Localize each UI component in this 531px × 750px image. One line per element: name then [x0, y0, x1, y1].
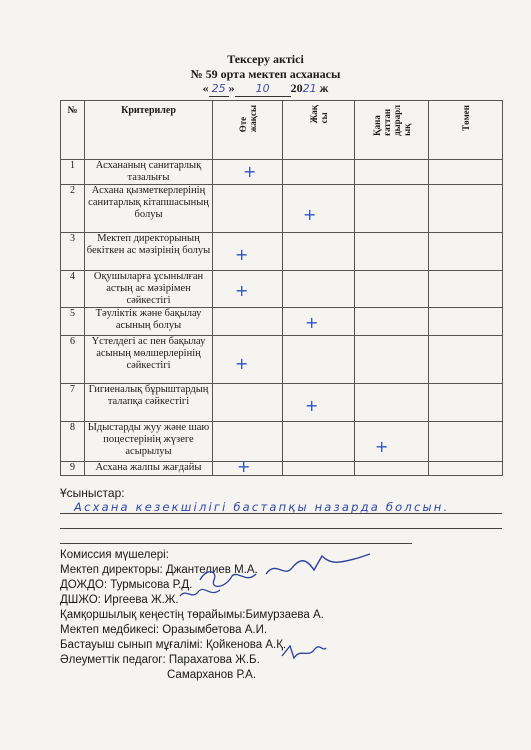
rating-cell: [283, 271, 355, 308]
row-number: 1: [61, 160, 85, 185]
member-line: Қамқоршылық кеңестің төрайымы:Бимурзаева А.: [60, 609, 324, 621]
criterion-text: Ыдыстарды жуу және шаю поцестерінің жүзеге асырылуы: [85, 422, 213, 462]
recommendations-handwritten: Асхана кезекшілігі бастапқы назарда болсын.: [74, 500, 450, 514]
rating-cell: [355, 233, 429, 271]
table-row: [61, 462, 503, 476]
commission-title: Комиссия мүшелері:: [60, 549, 169, 561]
header-num: №: [61, 101, 85, 160]
row-number: 3: [61, 233, 85, 271]
date-year-handwritten: 21: [302, 82, 317, 95]
recommendations-label: Ұсыныстар:: [60, 486, 125, 500]
row-number: 2: [61, 185, 85, 233]
header-satisfactory: Қана ғаттан дырарл ық: [355, 101, 429, 160]
member-line: Мектеп директоры: Джантелиев М.А.: [60, 564, 258, 576]
rating-cell: [283, 160, 355, 185]
handwritten-plus-mark: +: [303, 205, 317, 224]
table-row: [61, 384, 503, 422]
document-title: [0, 52, 531, 82]
row-number: 7: [61, 384, 85, 422]
table-row: [61, 160, 503, 185]
rating-cell: [213, 233, 283, 271]
rating-cell: [213, 457, 283, 476]
criterion-text: Тәуліктік және бақылау асының болуы: [85, 308, 213, 336]
member-line: Мектеп медбикесі: Оразымбетова А.И.: [60, 624, 268, 636]
row-number: 8: [61, 422, 85, 462]
rating-cell: [429, 384, 503, 422]
criteria-table: [60, 100, 503, 476]
table-header-row: [61, 101, 503, 160]
rating-cell: [355, 308, 429, 336]
rating-cell: [283, 462, 355, 476]
row-number: 6: [61, 336, 85, 384]
rating-cell: [213, 384, 283, 422]
header-good: Жақ сы: [283, 101, 355, 160]
rating-cell: [429, 233, 503, 271]
header-criteria: Критерилер: [85, 101, 213, 160]
rating-cell: [283, 308, 355, 336]
handwritten-plus-mark: +: [243, 162, 257, 181]
criterion-text: Үстелдегі ас пен бақылау асының мөлшерлерінің сәйкестігі: [85, 336, 213, 384]
table-row: [61, 336, 503, 384]
signature-social-pedagogue: [278, 642, 330, 664]
rating-cell: [283, 422, 355, 462]
rating-cell: [213, 308, 283, 336]
handwritten-plus-mark: +: [237, 457, 251, 476]
date-line: « 25 » 10 2021 ж: [202, 81, 329, 95]
criterion-text: Мектеп директорының бекіткен ас мәзірінің болуы: [85, 233, 213, 271]
handwritten-plus-mark: +: [235, 245, 249, 264]
rating-cell: [355, 185, 429, 233]
header-excellent: Өте жақсы: [213, 101, 283, 160]
rating-cell: [355, 160, 429, 185]
school-line: № 59 орта мектеп асханасы: [190, 67, 341, 81]
rating-cell: [355, 462, 429, 476]
member-line: ДШЖО: Иргеева Ж.Ж.: [60, 594, 179, 606]
member-line: ДОЖДО: Турмысова Р.Д.: [60, 579, 193, 591]
member-line: Самарханов Р.А.: [167, 669, 257, 681]
signature-dshzho: [176, 584, 226, 604]
rating-cell: [283, 233, 355, 271]
table-row: [61, 233, 503, 271]
rating-cell: [429, 462, 503, 476]
rating-cell: [283, 384, 355, 422]
rule-line: [60, 543, 412, 544]
rating-cell: [283, 336, 355, 384]
title-line: Тексеру актісі: [227, 52, 304, 66]
handwritten-plus-mark: +: [305, 313, 319, 332]
table-row: [61, 185, 503, 233]
header-low: Төмен: [429, 101, 503, 160]
rating-cell: [429, 160, 503, 185]
rating-cell: [213, 185, 283, 233]
date-day-handwritten: 25: [211, 82, 226, 95]
table-row: [61, 271, 503, 308]
rating-cell: [429, 422, 503, 462]
criterion-text: Оқушыларға ұсынылған астың ас мәзірімен сәйкестігі: [85, 271, 213, 308]
handwritten-plus-mark: +: [235, 281, 249, 300]
rule-line: [60, 528, 502, 529]
rating-cell: [355, 422, 429, 462]
criterion-text: Асхана жалпы жағдайы: [85, 462, 213, 476]
row-number: 4: [61, 271, 85, 308]
rating-cell: [213, 160, 283, 185]
criterion-text: Гигиеналық бұрыштардың талапқа сәйкестігі: [85, 384, 213, 422]
rating-cell: [429, 308, 503, 336]
table-row: [61, 308, 503, 336]
handwritten-plus-mark: +: [375, 437, 389, 456]
rating-cell: [213, 336, 283, 384]
rating-cell: [429, 185, 503, 233]
member-line: Бастауыш сынып мұғалімі: Қойкенова А.Қ.: [60, 639, 287, 651]
rating-cell: [355, 336, 429, 384]
rating-cell: [429, 271, 503, 308]
handwritten-plus-mark: +: [305, 396, 319, 415]
rule-line: [60, 513, 502, 514]
rating-cell: [355, 384, 429, 422]
date-month-handwritten: 10: [255, 82, 270, 95]
rating-cell: [213, 422, 283, 462]
rating-cell: [429, 336, 503, 384]
handwritten-plus-mark: +: [235, 354, 249, 373]
rating-cell: [283, 185, 355, 233]
row-number: 9: [61, 462, 85, 476]
criterion-text: Асхана қызметкерлерінің санитарлық кітапшасының болуы: [85, 185, 213, 233]
signature-director: [262, 548, 382, 588]
rating-cell: [213, 271, 283, 308]
row-number: 5: [61, 308, 85, 336]
member-line: Әлеуметтік педагог: Парахатова Ж.Б.: [60, 654, 260, 666]
table-row: [61, 422, 503, 462]
criterion-text: Асхананың санитарлық тазалығы: [85, 160, 213, 185]
rating-cell: [355, 271, 429, 308]
